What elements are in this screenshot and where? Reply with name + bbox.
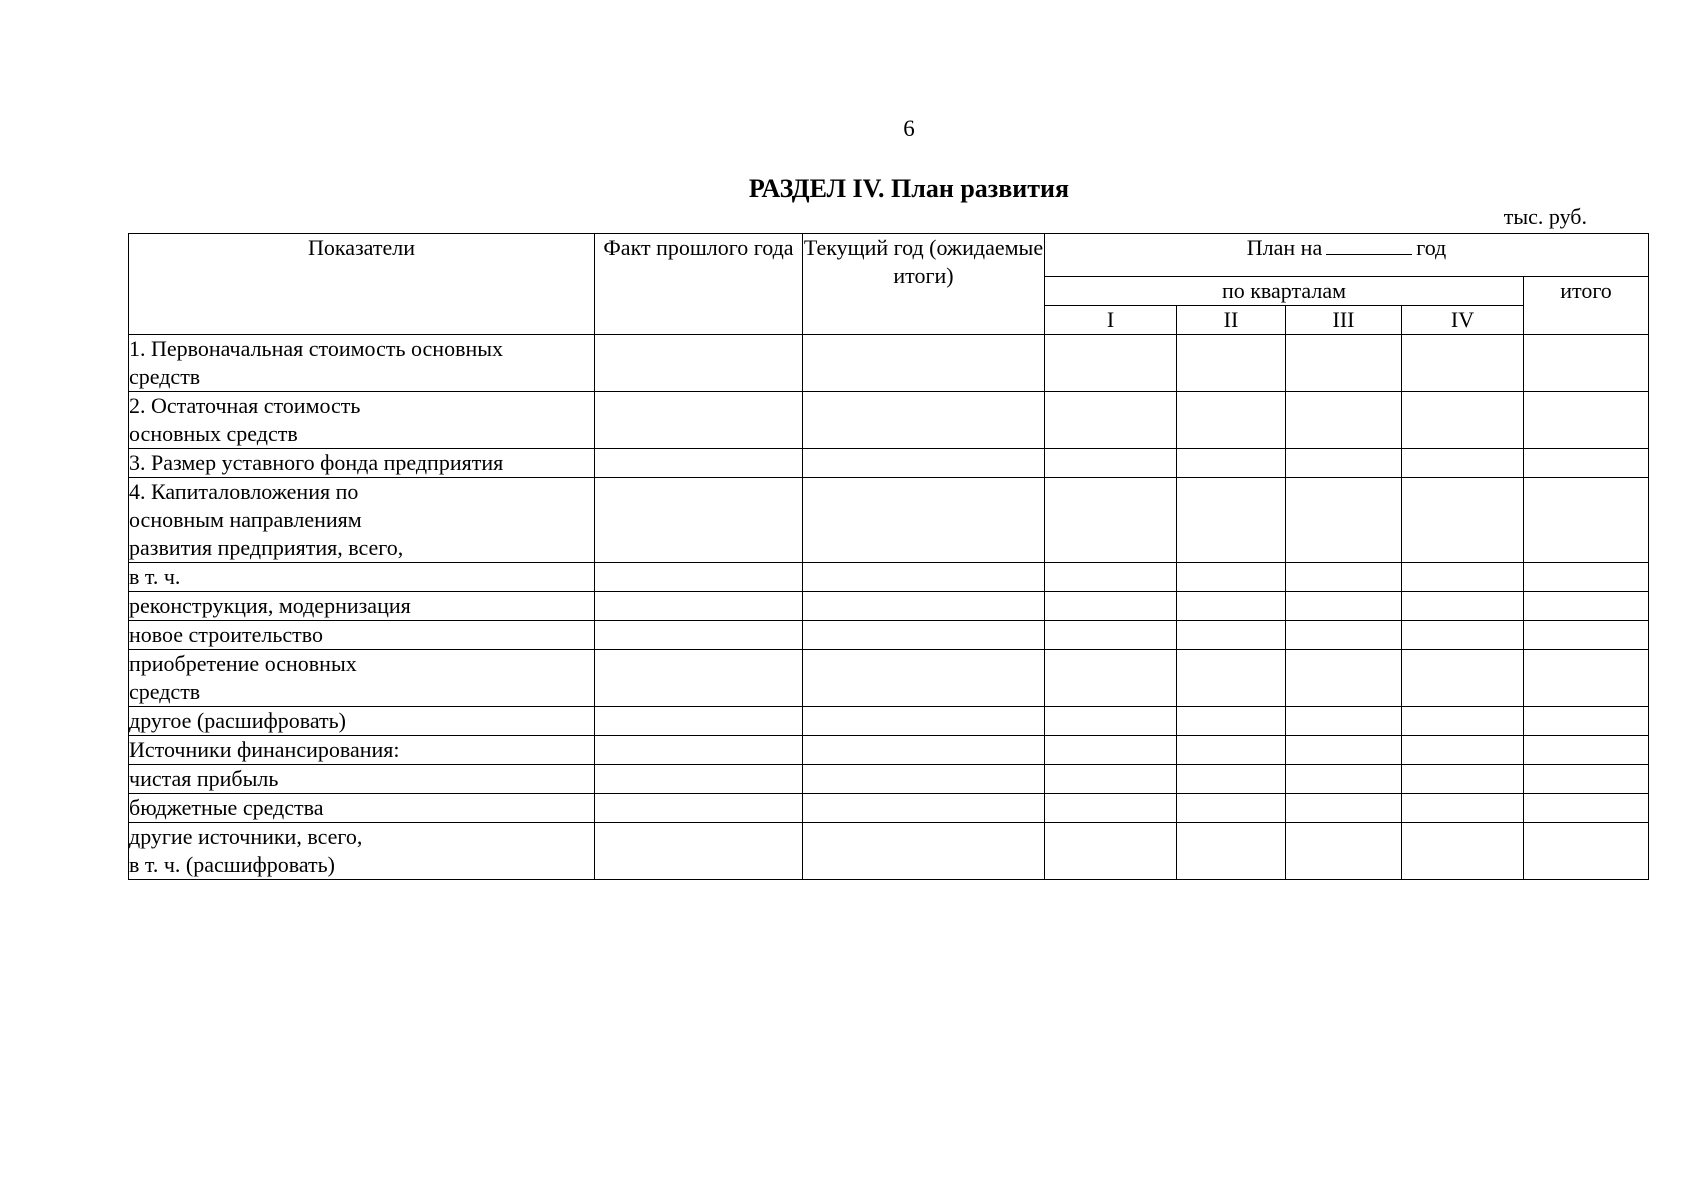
cell-quarter-4 xyxy=(1402,335,1524,392)
cell-current-year xyxy=(803,478,1045,563)
row-label xyxy=(129,650,595,707)
table-row xyxy=(129,392,1649,449)
cell-total xyxy=(1524,736,1649,765)
cell-total xyxy=(1524,794,1649,823)
cell-quarter-2 xyxy=(1177,592,1286,621)
row-label xyxy=(129,478,595,563)
cell-quarter-3 xyxy=(1286,621,1402,650)
table-row xyxy=(129,335,1649,392)
cell-current-year xyxy=(803,794,1045,823)
row-label-line: 2. Остаточная стоимость xyxy=(129,393,361,418)
table-row xyxy=(129,794,1649,823)
row-label-line: средств xyxy=(129,679,201,704)
cell-quarter-4 xyxy=(1402,707,1524,736)
cell-quarter-1 xyxy=(1045,707,1177,736)
table-row xyxy=(129,478,1649,563)
cell-quarter-3 xyxy=(1286,823,1402,880)
table-header xyxy=(129,234,1649,335)
cell-total xyxy=(1524,823,1649,880)
table-row xyxy=(129,650,1649,707)
cell-quarter-2 xyxy=(1177,563,1286,592)
units-label: тыс. руб. xyxy=(1503,204,1587,229)
row-label-line: 4. Капиталовложения по xyxy=(129,479,359,504)
cell-last-year xyxy=(595,563,803,592)
cell-quarter-4 xyxy=(1402,392,1524,449)
row-label xyxy=(129,621,595,650)
cell-total xyxy=(1524,765,1649,794)
cell-quarter-2 xyxy=(1177,335,1286,392)
cell-quarter-4 xyxy=(1402,621,1524,650)
cell-quarter-3 xyxy=(1286,563,1402,592)
cell-quarter-1 xyxy=(1045,736,1177,765)
cell-quarter-2 xyxy=(1177,478,1286,563)
cell-total xyxy=(1524,478,1649,563)
header-plan-suffix: год xyxy=(1416,235,1447,260)
cell-current-year xyxy=(803,592,1045,621)
cell-total xyxy=(1524,621,1649,650)
cell-quarter-1 xyxy=(1045,335,1177,392)
cell-quarter-2 xyxy=(1177,823,1286,880)
row-label-line: в т. ч. xyxy=(129,564,181,589)
row-label-line: Источники финансирования: xyxy=(129,737,400,762)
cell-current-year xyxy=(803,335,1045,392)
row-label-line: приобретение основных xyxy=(129,651,357,676)
cell-last-year xyxy=(595,478,803,563)
header-plan xyxy=(1045,234,1649,277)
row-label-line: развития предприятия, всего, xyxy=(129,535,404,560)
cell-quarter-4 xyxy=(1402,794,1524,823)
cell-quarter-2 xyxy=(1177,707,1286,736)
cell-quarter-3 xyxy=(1286,794,1402,823)
cell-quarter-4 xyxy=(1402,650,1524,707)
cell-last-year xyxy=(595,449,803,478)
row-label-line: 3. Размер уставного фонда предприятия xyxy=(129,450,504,475)
header-current-year: Текущий год (ожидаемые итоги) xyxy=(803,234,1045,335)
row-label xyxy=(129,449,595,478)
cell-last-year xyxy=(595,707,803,736)
cell-current-year xyxy=(803,736,1045,765)
cell-total xyxy=(1524,707,1649,736)
cell-quarter-1 xyxy=(1045,478,1177,563)
cell-quarter-4 xyxy=(1402,449,1524,478)
cell-last-year xyxy=(595,621,803,650)
row-label-line: другое (расшифровать) xyxy=(129,708,347,733)
header-quarter-1: I xyxy=(1045,306,1177,335)
year-blank-line xyxy=(1326,234,1412,255)
cell-quarter-2 xyxy=(1177,736,1286,765)
header-quarter-2: II xyxy=(1177,306,1286,335)
row-label xyxy=(129,335,595,392)
cell-last-year xyxy=(595,765,803,794)
cell-quarter-2 xyxy=(1177,794,1286,823)
row-label xyxy=(129,823,595,880)
header-last-year: Факт прошлого года xyxy=(595,234,803,335)
row-label-line: чистая прибыль xyxy=(129,766,279,791)
table-row xyxy=(129,563,1649,592)
cell-quarter-1 xyxy=(1045,563,1177,592)
cell-last-year xyxy=(595,736,803,765)
cell-last-year xyxy=(595,392,803,449)
cell-current-year xyxy=(803,449,1045,478)
cell-quarter-4 xyxy=(1402,765,1524,794)
cell-total xyxy=(1524,335,1649,392)
row-label xyxy=(129,765,595,794)
cell-quarter-2 xyxy=(1177,765,1286,794)
cell-quarter-3 xyxy=(1286,650,1402,707)
page-number: 6 xyxy=(903,116,915,141)
cell-quarter-1 xyxy=(1045,592,1177,621)
cell-quarter-1 xyxy=(1045,449,1177,478)
cell-quarter-1 xyxy=(1045,794,1177,823)
cell-total xyxy=(1524,449,1649,478)
cell-quarter-4 xyxy=(1402,563,1524,592)
row-label-line: бюджетные средства xyxy=(129,795,324,820)
cell-quarter-4 xyxy=(1402,736,1524,765)
table-row xyxy=(129,621,1649,650)
cell-quarter-3 xyxy=(1286,736,1402,765)
row-label xyxy=(129,392,595,449)
cell-quarter-4 xyxy=(1402,823,1524,880)
cell-quarter-3 xyxy=(1286,449,1402,478)
cell-total xyxy=(1524,650,1649,707)
header-quarter-3: III xyxy=(1286,306,1402,335)
cell-quarter-3 xyxy=(1286,592,1402,621)
cell-quarter-4 xyxy=(1402,478,1524,563)
cell-quarter-1 xyxy=(1045,823,1177,880)
cell-current-year xyxy=(803,392,1045,449)
cell-current-year xyxy=(803,621,1045,650)
cell-quarter-2 xyxy=(1177,650,1286,707)
cell-quarter-3 xyxy=(1286,707,1402,736)
row-label-line: в т. ч. (расшифровать) xyxy=(129,852,336,877)
cell-quarter-1 xyxy=(1045,392,1177,449)
header-total: итого xyxy=(1524,277,1649,335)
row-label xyxy=(129,592,595,621)
cell-quarter-3 xyxy=(1286,478,1402,563)
row-label xyxy=(129,707,595,736)
row-label xyxy=(129,794,595,823)
cell-total xyxy=(1524,592,1649,621)
cell-current-year xyxy=(803,823,1045,880)
cell-quarter-3 xyxy=(1286,392,1402,449)
cell-current-year xyxy=(803,650,1045,707)
cell-quarter-1 xyxy=(1045,621,1177,650)
row-label-line: новое строительство xyxy=(129,622,323,647)
cell-quarter-4 xyxy=(1402,592,1524,621)
row-label-line: средств xyxy=(129,364,201,389)
cell-last-year xyxy=(595,650,803,707)
row-label xyxy=(129,563,595,592)
cell-last-year xyxy=(595,592,803,621)
row-label-line: основных средств xyxy=(129,421,298,446)
table-body xyxy=(129,335,1649,880)
header-quarter-4: IV xyxy=(1402,306,1524,335)
section-title: РАЗДЕЛ IV. План развития xyxy=(748,174,1070,203)
table-row xyxy=(129,736,1649,765)
cell-quarter-1 xyxy=(1045,765,1177,794)
cell-total xyxy=(1524,563,1649,592)
cell-quarter-1 xyxy=(1045,650,1177,707)
header-plan-prefix: План на xyxy=(1246,235,1323,260)
row-label xyxy=(129,736,595,765)
cell-last-year xyxy=(595,823,803,880)
header-indicators: Показатели xyxy=(129,234,595,335)
cell-current-year xyxy=(803,765,1045,794)
cell-quarter-3 xyxy=(1286,335,1402,392)
row-label-line: другие источники, всего, xyxy=(129,824,363,849)
row-label-line: 1. Первоначальная стоимость основных xyxy=(129,336,504,361)
table-row xyxy=(129,592,1649,621)
table-row xyxy=(129,449,1649,478)
table-row xyxy=(129,823,1649,880)
row-label-line: реконструкция, модернизация xyxy=(129,593,411,618)
cell-total xyxy=(1524,392,1649,449)
cell-quarter-3 xyxy=(1286,765,1402,794)
cell-quarter-2 xyxy=(1177,392,1286,449)
cell-last-year xyxy=(595,335,803,392)
cell-quarter-2 xyxy=(1177,621,1286,650)
table-row xyxy=(129,707,1649,736)
table-row xyxy=(129,765,1649,794)
development-plan-table xyxy=(128,233,1649,880)
row-label-line: основным направлениям xyxy=(129,507,362,532)
cell-quarter-2 xyxy=(1177,449,1286,478)
cell-last-year xyxy=(595,794,803,823)
cell-current-year xyxy=(803,707,1045,736)
cell-current-year xyxy=(803,563,1045,592)
header-by-quarters: по кварталам xyxy=(1045,277,1524,306)
